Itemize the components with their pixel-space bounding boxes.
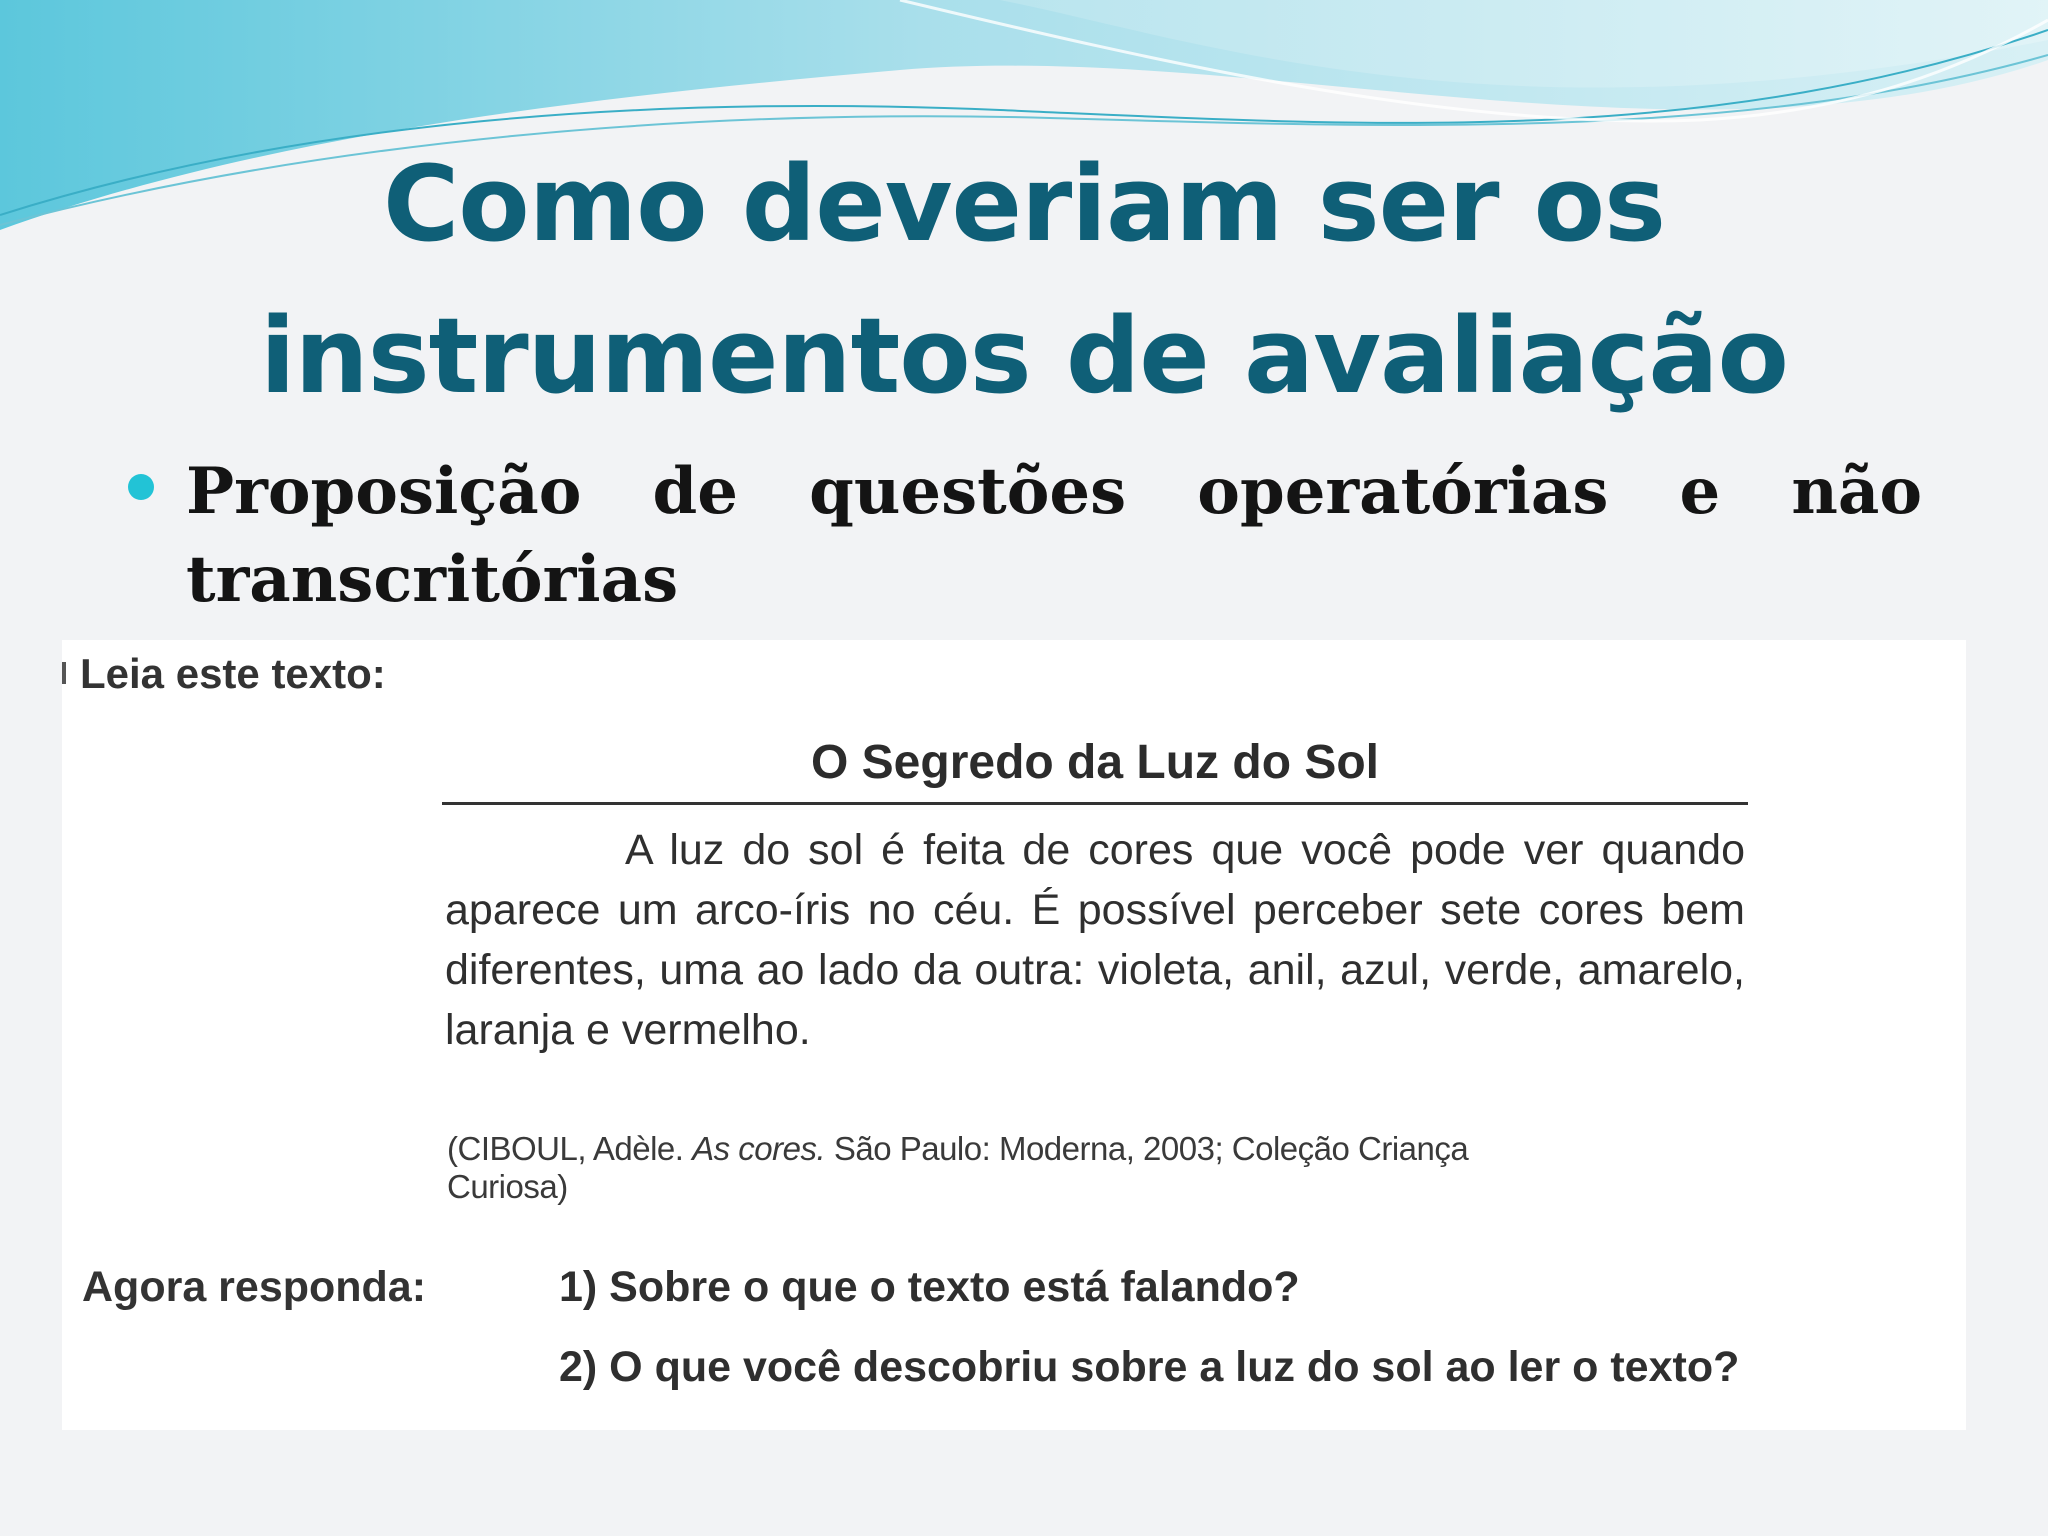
slide-title [0, 128, 2048, 432]
citation-book-title: As cores. [692, 1130, 826, 1167]
reading-text-title: O Segredo da Luz do Sol [810, 736, 1380, 789]
title-divider [442, 802, 1748, 805]
reading-text-body: A luz do sol é feita de cores que você pode ver quando aparece um arco-íris no céu. É possível perceber sete cores bem diferentes, uma ao lado da outra: violeta, anil, azul, verde, amarelo, laranja e vermelho. [445, 826, 1745, 1054]
slide-title-line-2: instrumentos de avaliação [260, 295, 1788, 417]
citation [447, 1130, 1597, 1206]
respond-label: Agora responda: [82, 1263, 427, 1311]
bullet-item [126, 448, 1926, 628]
question-2: 2) O que você descobriu sobre a luz do sol ao ler o texto? [559, 1343, 1740, 1391]
read-instruction: Leia este texto: [80, 650, 386, 697]
citation-suffix: São Paulo: Moderna, 2003; Coleção Criança Curiosa) [447, 1130, 1469, 1205]
bullet-text: Proposição de questões operatórias e não transcritórias [186, 454, 1922, 617]
citation-prefix: (CIBOUL, Adèle. [447, 1130, 693, 1167]
scan-edge-mark [62, 662, 66, 684]
question-1: 1) Sobre o que o texto está falando? [559, 1263, 1300, 1311]
scanned-exercise-image [62, 640, 1966, 1430]
bullet-dot-icon [128, 474, 154, 500]
slide-title-line-1: Como deveriam ser os [382, 143, 1666, 265]
